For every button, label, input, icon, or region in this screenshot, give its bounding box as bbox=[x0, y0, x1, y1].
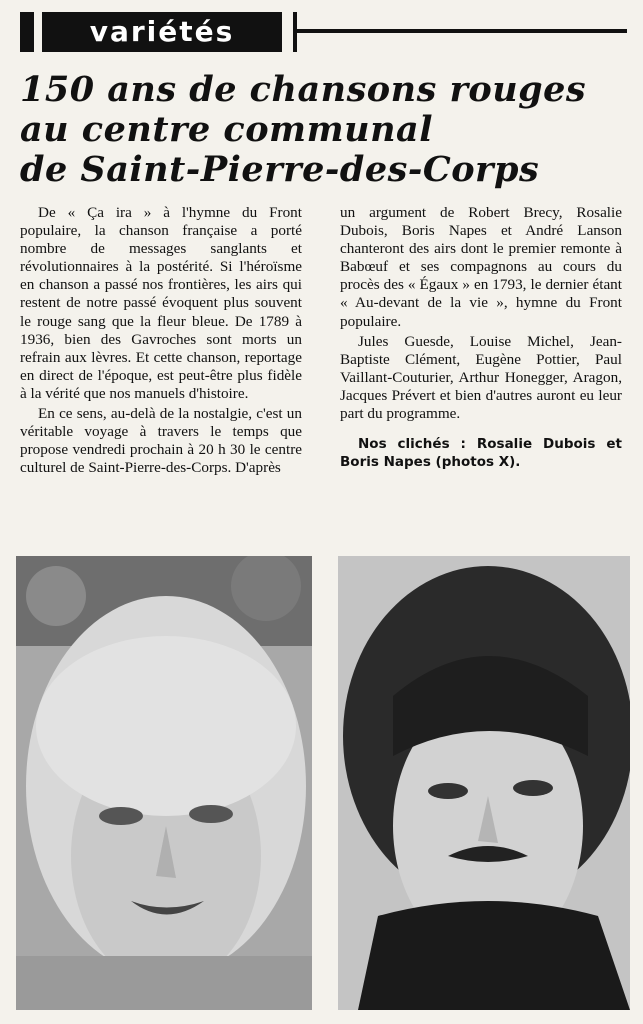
rubric-rule-horizontal bbox=[297, 29, 627, 33]
photo-caption: Nos clichés : Rosalie Dubois et Boris Napes (photos X). bbox=[340, 436, 622, 471]
photo-rosalie-dubois bbox=[16, 556, 312, 1010]
article-paragraph-2: En ce sens, au-delà de la nostalgie, c'est un véritable voyage à travers le temps que propose vendredi prochain à 20 h 30 le centre culturel de Saint-Pierre-des-Corps. D'après bbox=[20, 405, 302, 477]
section-label: variétés bbox=[42, 12, 282, 52]
article-column-left bbox=[20, 204, 302, 477]
article-column-right bbox=[340, 204, 622, 471]
portrait-man-image bbox=[338, 556, 630, 1010]
article-paragraph-3: Jules Guesde, Louise Michel, Jean-Baptiste Clément, Eugène Pottier, Paul Vaillant-Couturier, Arthur Honegger, Aragon, Jacques Prévert et bien d'autres auront eu leur part du programme. bbox=[340, 332, 622, 423]
headline-line-1: 150 ans de chansons rouges bbox=[20, 69, 587, 110]
article-paragraph-1: De « Ça ira » à l'hymne du Front populaire, la chanson française a porté nombre de messages sanglants et révolutionnaires à la postérité. Si l'héroïsme en chanson a passé nos frontières, les airs qui restent de notre passé évoquent plus souvent le rouge sang que la fleur bleue. De 1789 à 1936, bien des Gavroches sont morts un refrain aux lèvres. Et cette chanson, reportage en direct de l'époque, est peut-être plus fidèle à la vérité que nos manuels d'histoire. bbox=[20, 204, 302, 402]
portrait-woman-image bbox=[16, 556, 312, 1010]
article-paragraph-2-continued: un argument de Robert Brecy, Rosalie Dubois, Boris Napes et André Lanson chanteront des airs dont le premier remonte à Babœuf et ses compagnons au cours du procès des « Égaux » en 1793, le dernier étant « Au-devant de la vie », hymne du Front populaire. bbox=[340, 204, 622, 330]
photo-boris-napes bbox=[338, 556, 630, 1010]
headline bbox=[20, 70, 625, 190]
headline-line-2: au centre communal bbox=[20, 109, 433, 150]
rubric-bar-left bbox=[20, 12, 34, 52]
headline-line-3: de Saint-Pierre-des-Corps bbox=[20, 149, 540, 190]
